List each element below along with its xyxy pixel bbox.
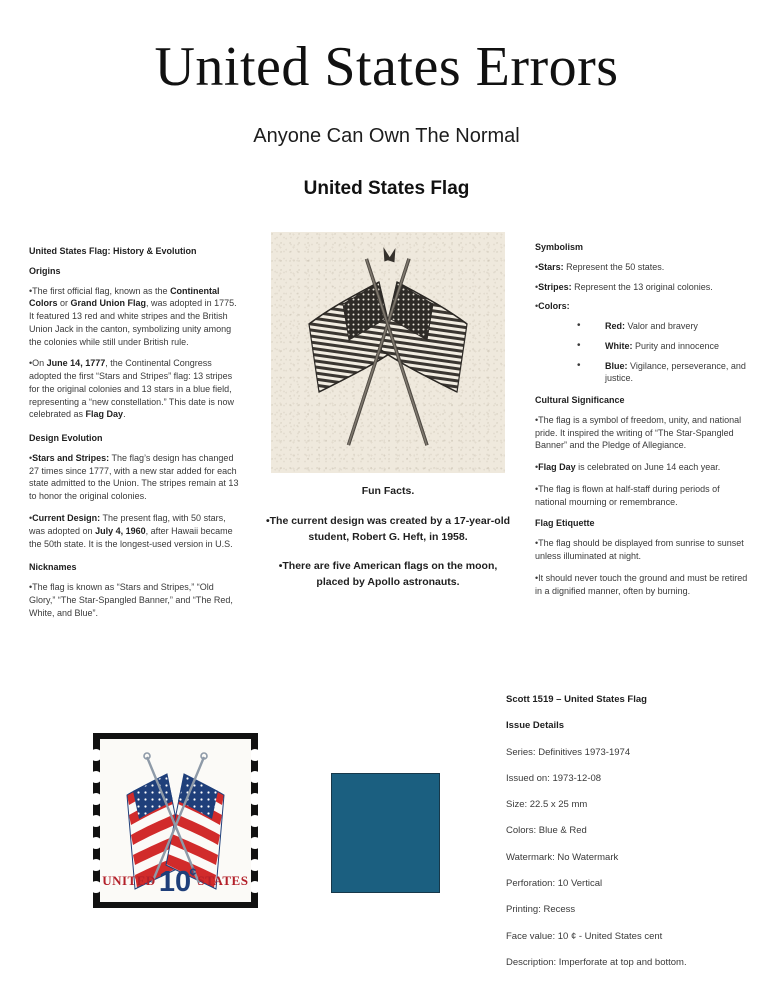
body-paragraph: •The first official flag, known as the Continental Colors or Grand Union Flag, was adopted in 1775. It featured 13 red and white stripes and the British Union Jack in the canton, symbolizing unity among the colonies while still under British rule. xyxy=(29,285,237,347)
cultural-significance-heading: Cultural Significance xyxy=(535,395,625,406)
us-flag-stamp-image xyxy=(93,733,258,908)
flag-etiquette-heading: Flag Etiquette xyxy=(535,518,595,529)
body-paragraph: •The flag is a symbol of freedom, unity, and national pride. It inspired the writing of “The Star-Spangled Banner” and the Pledge of Allegiance. xyxy=(535,414,742,451)
crossed-flags-engraving-image xyxy=(271,232,505,473)
stamp-svg xyxy=(93,733,258,908)
body-paragraph: •The flag is flown at half-staff during periods of national mourning or remembrance. xyxy=(535,483,720,507)
bullet-dot-icon: • xyxy=(577,359,581,371)
section-title: United States Flag xyxy=(303,178,470,199)
body-paragraph: •Current Design: The present flag, with 50 stars, was adopted on July 4, 1960, after Hawaii became the 50th state. It is the longest-used version in U.S. xyxy=(29,513,233,549)
bullet-dot-icon: • xyxy=(577,320,581,332)
body-paragraph: •Flag Day is celebrated on June 14 each year. xyxy=(535,462,721,473)
issue-details-panel xyxy=(506,693,756,982)
symbolism-bullets xyxy=(535,261,750,313)
body-paragraph: •Colors: xyxy=(535,301,570,312)
issue-details-rows xyxy=(506,746,756,970)
left-column xyxy=(29,245,241,628)
stamp-word-right: STATES xyxy=(197,873,249,888)
fun-facts-title: Fun Facts. xyxy=(361,485,415,497)
fun-facts-block xyxy=(263,484,513,605)
left-column-sections xyxy=(29,265,241,620)
issue-detail-row: Description: Imperforate at top and bottom. xyxy=(506,956,687,968)
crossed-flags-engraving-svg xyxy=(271,232,505,473)
body-paragraph: •On June 14, 1777, the Continental Congress adopted the first “Stars and Stripes” flag: 13 stripes for the original colonies and 13 stars in a blue field, representing a “new constellation.” This date is now celebrated as Flag Day. xyxy=(29,358,234,420)
color-meaning-list xyxy=(535,320,750,385)
body-paragraph: •Stars: Represent the 50 states. xyxy=(535,261,665,272)
issue-details-subtitle: Issue Details xyxy=(506,720,565,732)
left-column-heading: United States Flag: History & Evolution xyxy=(29,246,197,256)
left-section-heading: Nicknames xyxy=(29,562,77,573)
issue-detail-row: Colors: Blue & Red xyxy=(506,825,587,837)
issue-detail-row: Size: 22.5 x 25 mm xyxy=(506,799,588,811)
issue-detail-row: Watermark: No Watermark xyxy=(506,851,619,863)
color-swatch xyxy=(331,773,440,893)
body-paragraph: •The flag should be displayed from sunrise to sunset unless illuminated at night. xyxy=(535,538,744,562)
bullet-dot-icon: • xyxy=(577,339,581,351)
fun-fact-item: •The current design was created by a 17-year-old student, Robert G. Heft, in 1958. xyxy=(265,514,511,543)
body-paragraph: •Stripes: Represent the 13 original colonies. xyxy=(535,281,713,292)
stamp-cent-symbol: ¢ xyxy=(189,865,197,879)
stamp-denomination: 10 xyxy=(158,866,192,898)
right-column xyxy=(535,241,750,606)
symbolism-heading: Symbolism xyxy=(535,242,584,252)
issue-detail-row: Face value: 10 ¢ - United States cent xyxy=(506,930,663,942)
color-meaning-item: • Red: Valor and bravery xyxy=(535,320,750,333)
stamp-word-left: UNITED xyxy=(102,873,156,888)
issue-detail-row: Series: Definitives 1973-1974 xyxy=(506,746,631,758)
body-paragraph: •The flag is known as “Stars and Stripes,” “Old Glory,” “The Star-Spangled Banner,” and “The Red, White, and Blue”. xyxy=(29,582,233,618)
fun-fact-item: •There are five American flags on the moon, placed by Apollo astronauts. xyxy=(278,560,498,588)
issue-detail-row: Printing: Recess xyxy=(506,904,576,916)
flag-etiquette-paragraphs xyxy=(535,537,750,597)
color-meaning-item: • Blue: Vigilance, perseverance, and justice. xyxy=(577,359,746,384)
left-section-heading: Origins xyxy=(29,265,61,276)
body-paragraph: •It should never touch the ground and must be retired in a dignified manner, often by burning. xyxy=(535,572,748,596)
issue-detail-row: Perforation: 10 Vertical xyxy=(506,878,603,890)
page-title: United States Errors xyxy=(154,36,619,98)
cultural-significance-paragraphs xyxy=(535,414,750,509)
issue-detail-row: Issued on: 1973-12-08 xyxy=(506,772,602,784)
body-paragraph: •Stars and Stripes: The flag’s design has changed 27 times since 1777, with a new star added for each state admitted to the Union. The stripes remain at 13 to honor the original colonies. xyxy=(29,452,239,502)
fun-facts-items xyxy=(263,514,513,591)
left-section-heading: Design Evolution xyxy=(29,433,103,444)
issue-details-title: Scott 1519 – United States Flag xyxy=(506,694,647,705)
color-meaning-item: • White: Purity and innocence xyxy=(535,340,750,353)
page-subtitle: Anyone Can Own The Normal xyxy=(253,125,520,147)
